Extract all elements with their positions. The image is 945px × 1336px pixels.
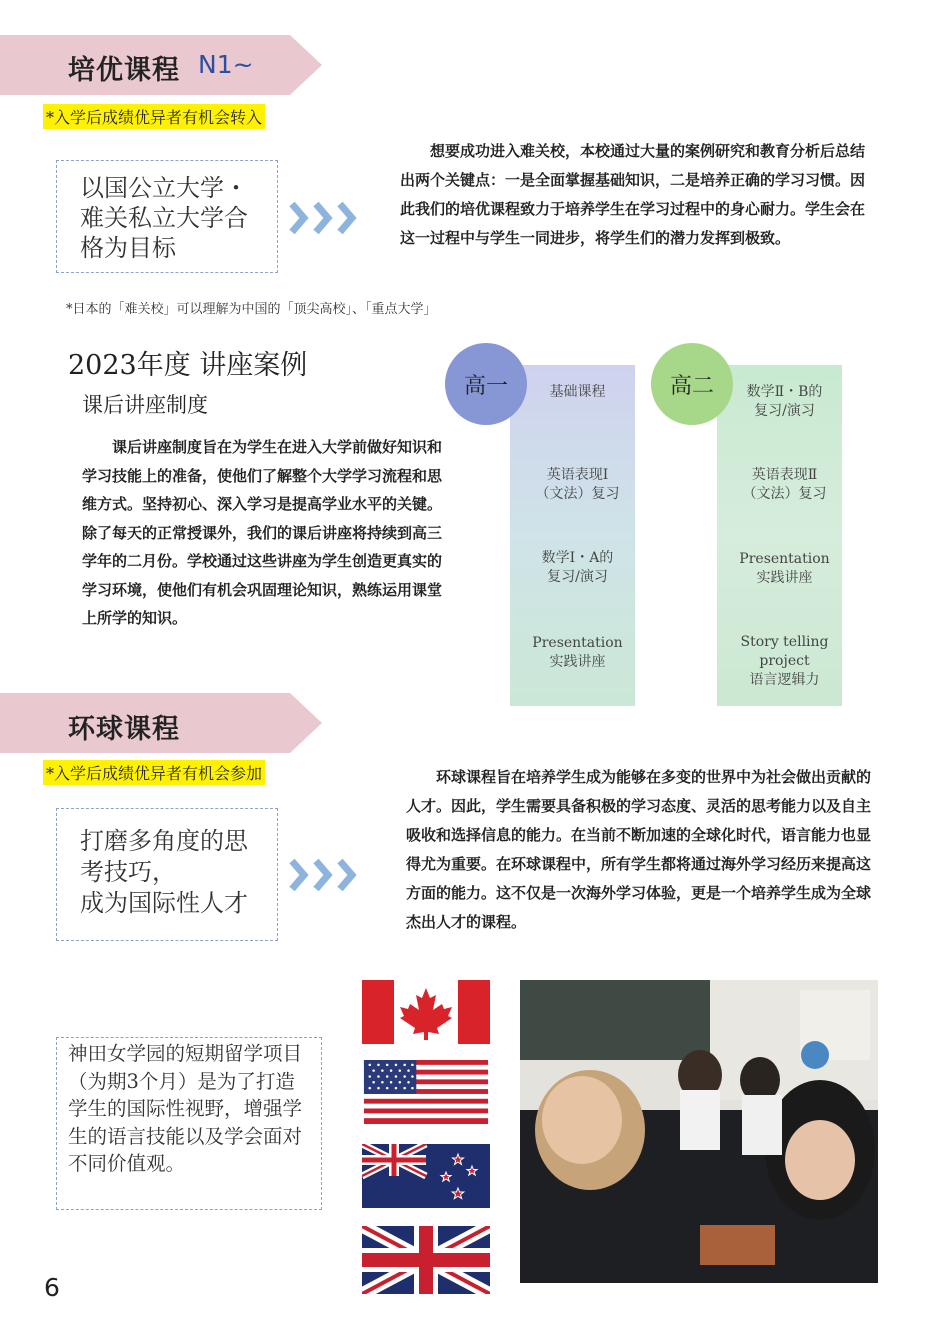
grade2-item: 英语表现Ⅱ （文法）复习: [742, 467, 827, 502]
lecture-body: 课后讲座制度旨在为学生在进入大学前做好知识和学习技能上的准备，使他们了解整个大学学习流程和思维方式。坚持初心、深入学习是提高学业水平的关键。除了每天的正常授课外，我们的课后讲座将持续到高三学年的二月份。学校通过这些讲座为学生创造更真实的学习环境，使他们有机会巩固理论知识，熟练运用课堂上所学的知识。: [82, 438, 443, 627]
section2-goal-text: 打磨多角度的思 考技巧， 成为国际性人才: [80, 827, 248, 917]
section1-footnote: *日本的「难关校」可以理解为中国的「顶尖高校」、「重点大学」: [66, 302, 437, 317]
section2-title: 环球课程: [68, 714, 180, 745]
grade2-item: Presentation 实践讲座: [739, 551, 830, 586]
lecture-heading: 2023年度 讲座案例: [68, 350, 308, 381]
grade1-item: 基础课程: [549, 384, 606, 400]
section1-title: 培优课程: [68, 55, 180, 86]
grade2-item: 数学Ⅱ・B的 复习/演习: [746, 384, 823, 419]
section1-description: 想要成功进入难关校，本校通过大量的案例研究和教育分析后总结出两个关键点：一是全面掌握基础知识，二是培养正确的学习习惯。因此我们的培优课程致力于培养学生在学习过程中的身心耐力。学生会在这一过程中与学生一同进步，将学生们的潜力发挥到极致。: [400, 142, 866, 247]
page-number: 6: [44, 1273, 60, 1302]
grade2-item: Story telling project 语言逻辑力: [740, 634, 829, 688]
chevron-arrows-icon: [288, 855, 360, 895]
lecture-subheading: 课后讲座制度: [82, 393, 208, 417]
canada-flag: [362, 980, 490, 1044]
grade1-item: 数学Ⅰ・A的 复习/演习: [541, 550, 614, 585]
section2-description: 环球课程旨在培养学生成为能够在多变的世界中为社会做出贡献的人才。因此，学生需要具备积极的学习态度、灵活的思考能力以及自主吸收和选择信息的能力。在当前不断加速的全球化时代，语言能力也显得尤为重要。在环球课程中，所有学生都将通过海外学习经历来提高这方面的能力。这不仅是一次海外学习体验，更是一个培养学生成为全球杰出人才的课程。: [406, 768, 872, 931]
section1-goal-text: 以国公立大学・ 难关私立大学合 格为目标: [80, 174, 248, 262]
grade1-circle: 高一: [445, 343, 527, 425]
uk-flag: [362, 1226, 490, 1294]
study-abroad-text: 神田女学园的短期留学项目（为期3个月）是为了打造学生的国际性视野，增强学生的语言技能以及学会面对不同价值观。: [68, 1042, 303, 1175]
grade2-circle: 高二: [651, 343, 733, 425]
section2-note: *入学后成绩优异者有机会参加: [43, 760, 265, 785]
new-zealand-flag: [362, 1144, 490, 1208]
section1-note: *入学后成绩优异者有机会转入: [43, 104, 265, 129]
chevron-arrows-icon: [288, 198, 360, 238]
usa-flag: [362, 1060, 490, 1124]
classroom-photo: [520, 980, 878, 1283]
grade1-item: Presentation 实践讲座: [532, 635, 623, 670]
section1-subtitle: N1~: [198, 50, 254, 79]
grade1-item: 英语表现Ⅰ （文法）复习: [535, 467, 620, 502]
